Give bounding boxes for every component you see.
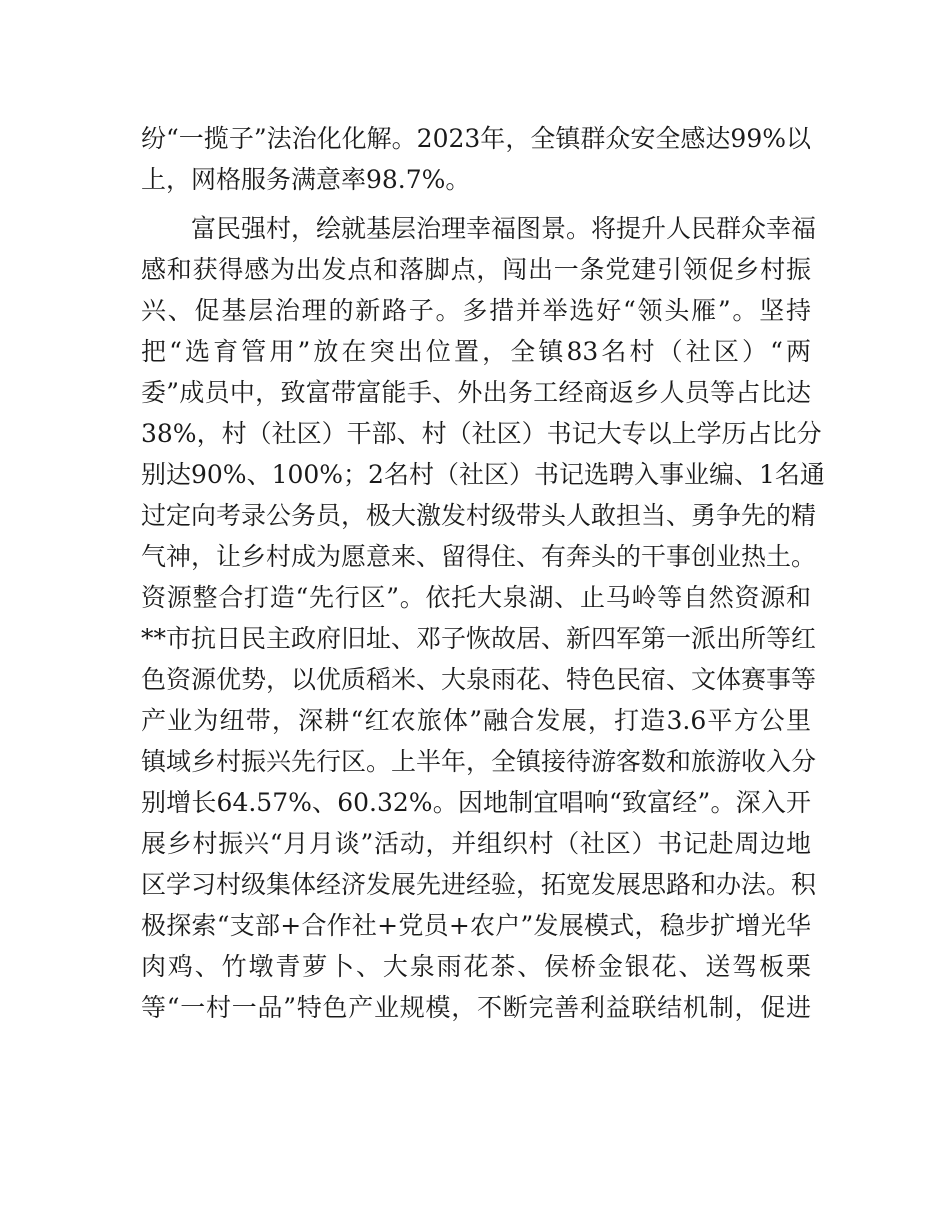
text-line: 委”成员中，致富带富能手、外出务工经商返乡人员等占比达 — [141, 378, 811, 407]
text-line: 富民强村，绘就基层治理幸福图景。将提升人民群众幸福 — [191, 214, 817, 243]
text-line: 感和获得感为出发点和落脚点，闯出一条党建引领促乡村振 — [141, 255, 811, 284]
text-line: 纷“一揽子”法治化化解。2023年，全镇群众安全感达99%以 — [141, 124, 811, 153]
text-line: 兴、促基层治理的新路子。多措并举选好“领头雁”。坚持 — [141, 296, 811, 325]
text-line: **市抗日民主政府旧址、邓子恢故居、新四军第一派出所等红 — [141, 624, 817, 653]
text-line: 产业为纽带，深耕“红农旅体”融合发展，打造3.6平方公里 — [141, 706, 811, 735]
text-line: 上，网格服务满意率98.7%。 — [141, 165, 471, 194]
paragraph-1 — [141, 118, 811, 200]
paragraph-2 — [141, 208, 825, 1028]
text-line: 别增长64.57%、60.32%。因地制宜唱响“致富经”。深入开 — [141, 788, 811, 817]
text-line: 展乡村振兴“月月谈”活动，并组织村（社区）书记赴周边地 — [141, 829, 811, 858]
text-line: 气神，让乡村成为愿意来、留得住、有奔头的干事创业热土。 — [141, 542, 817, 571]
text-line: 肉鸡、竹墩青萝卜、大泉雨花茶、侯桥金银花、送驾板栗 — [141, 952, 811, 981]
text-line: 38%，村（社区）干部、村（社区）书记大专以上学历占比分 — [141, 419, 822, 448]
text-line: 资源整合打造“先行区”。依托大泉湖、止马岭等自然资源和 — [141, 583, 811, 612]
text-line: 过定向考录公务员，极大激发村级带头人敢担当、勇争先的精 — [141, 501, 817, 530]
text-line: 等“一村一品”特色产业规模，不断完善利益联结机制，促进 — [141, 993, 811, 1022]
text-line: 别达90%、100%；2名村（社区）书记选聘入事业编、1名通 — [141, 460, 825, 489]
text-line: 极探索“支部+合作社+党员+农户”发展模式，稳步扩增光华 — [141, 911, 811, 940]
text-line: 区学习村级集体经济发展先进经验，拓宽发展思路和办法。积 — [141, 870, 817, 899]
text-line: 色资源优势，以优质稻米、大泉雨花、特色民宿、文体赛事等 — [141, 665, 817, 694]
text-line: 镇域乡村振兴先行区。上半年，全镇接待游客数和旅游收入分 — [141, 747, 817, 776]
body-text — [141, 118, 825, 1028]
paragraph-gap — [141, 200, 811, 208]
text-line: 把“选育管用”放在突出位置，全镇83名村（社区）“两 — [141, 337, 811, 366]
